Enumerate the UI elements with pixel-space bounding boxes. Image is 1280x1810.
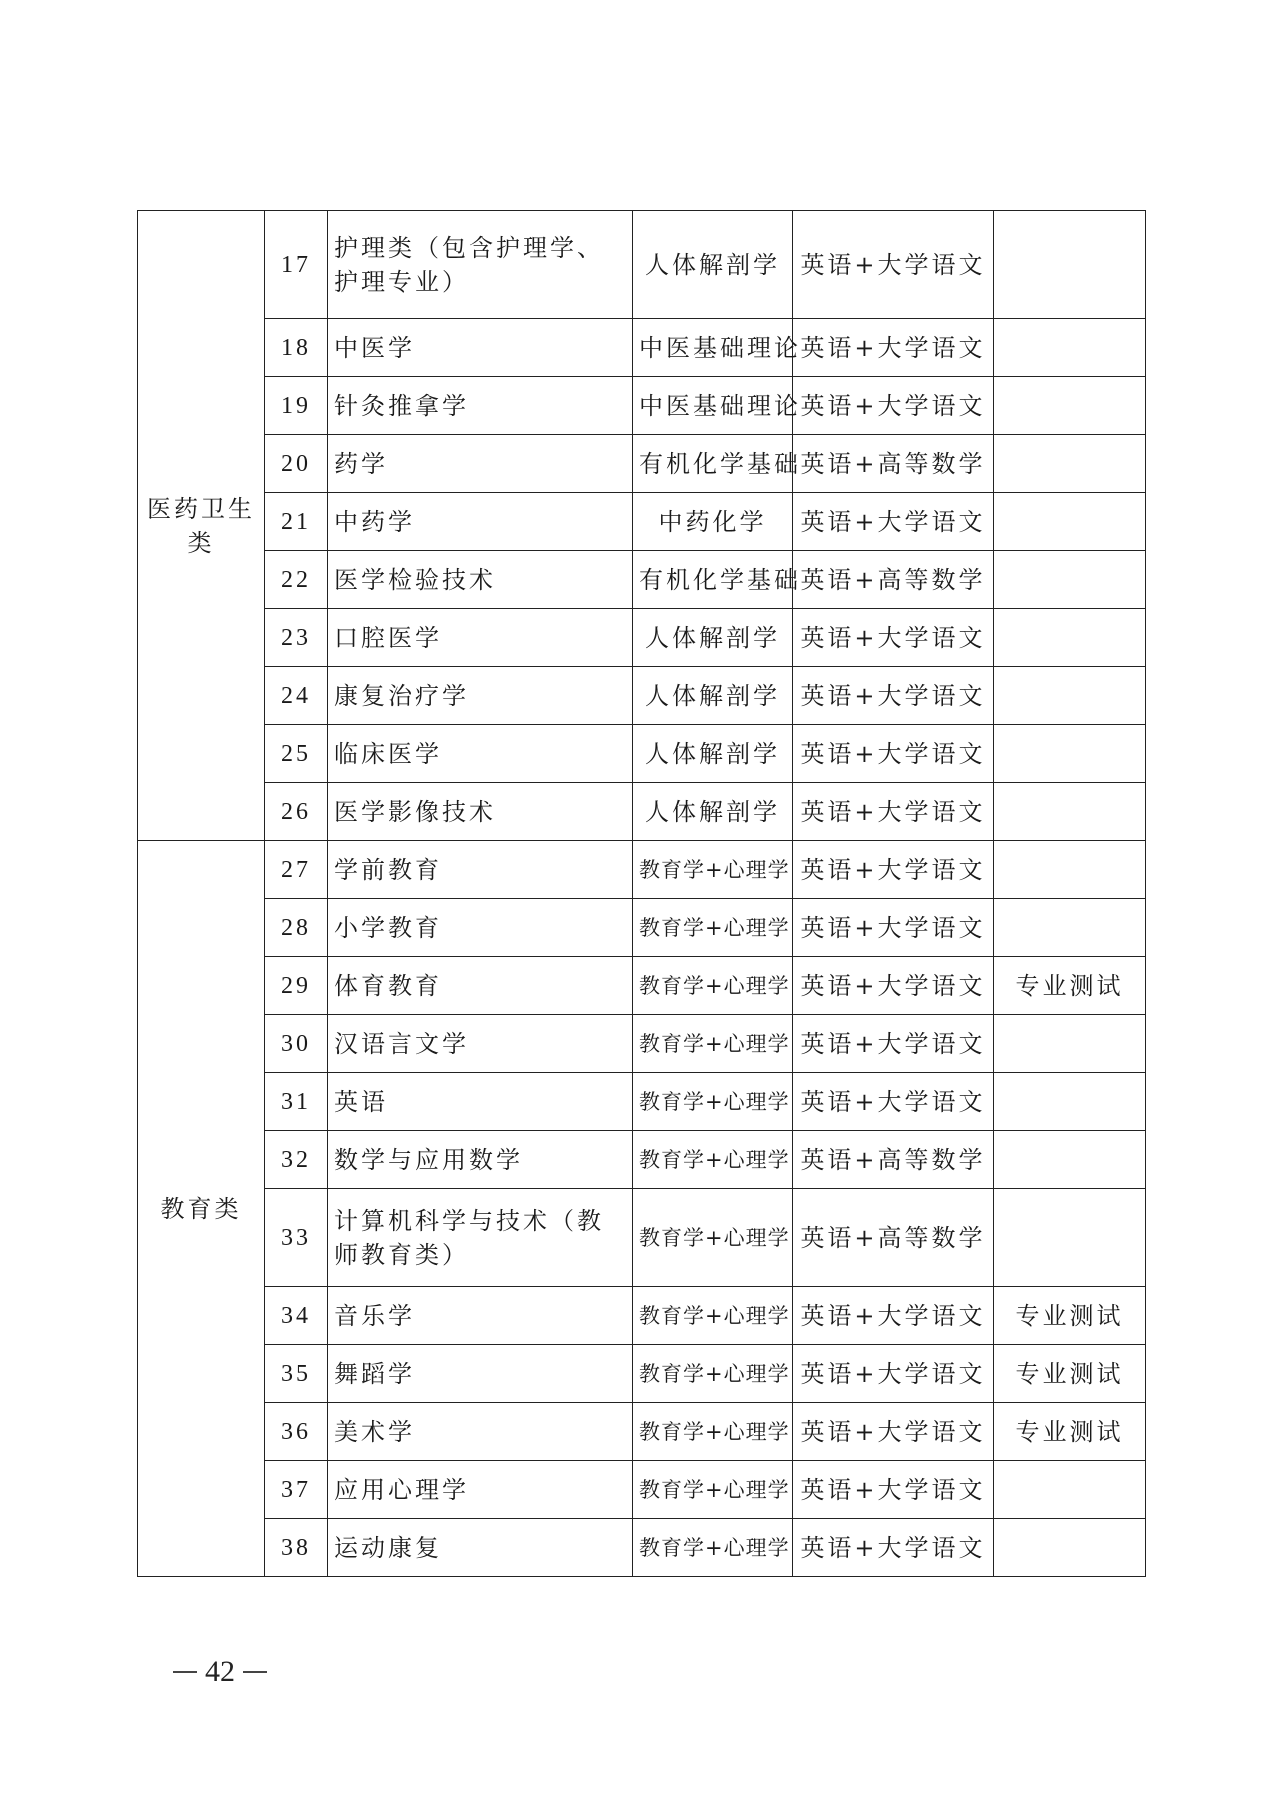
table-row <box>138 957 1146 1015</box>
row-number: 37 <box>265 1461 328 1519</box>
table-row <box>138 551 1146 609</box>
row-number: 25 <box>265 725 328 783</box>
row-number: 20 <box>265 435 328 493</box>
row-number: 24 <box>265 667 328 725</box>
subject-two: 英语+高等数学 <box>793 1131 994 1189</box>
subject-one: 教育学+心理学 <box>633 1345 793 1403</box>
major-name: 医学检验技术 <box>328 551 633 609</box>
remark <box>994 1015 1146 1073</box>
major-name: 小学教育 <box>328 899 633 957</box>
subject-one: 中医基础理论 <box>633 377 793 435</box>
subject-one: 教育学+心理学 <box>633 841 793 899</box>
subject-two: 英语+大学语文 <box>793 319 994 377</box>
major-name: 康复治疗学 <box>328 667 633 725</box>
remark <box>994 551 1146 609</box>
major-name: 学前教育 <box>328 841 633 899</box>
table-row <box>138 1189 1146 1287</box>
footer-dash-left <box>173 1671 197 1673</box>
major-name: 数学与应用数学 <box>328 1131 633 1189</box>
remark <box>994 319 1146 377</box>
major-name: 药学 <box>328 435 633 493</box>
subject-two: 英语+大学语文 <box>793 1403 994 1461</box>
remark <box>994 1461 1146 1519</box>
table-row <box>138 377 1146 435</box>
major-name: 护理类（包含护理学、护理专业） <box>328 211 633 319</box>
row-number: 36 <box>265 1403 328 1461</box>
footer-dash-right <box>243 1671 267 1673</box>
row-number: 35 <box>265 1345 328 1403</box>
subject-two: 英语+大学语文 <box>793 957 994 1015</box>
major-name: 中医学 <box>328 319 633 377</box>
subject-one: 教育学+心理学 <box>633 1519 793 1577</box>
table-row <box>138 319 1146 377</box>
subject-two: 英语+大学语文 <box>793 1287 994 1345</box>
major-name: 应用心理学 <box>328 1461 633 1519</box>
table-row <box>138 667 1146 725</box>
subject-one: 教育学+心理学 <box>633 1461 793 1519</box>
subject-one: 有机化学基础 <box>633 551 793 609</box>
subject-two: 英语+高等数学 <box>793 435 994 493</box>
remark <box>994 667 1146 725</box>
subject-one: 人体解剖学 <box>633 211 793 319</box>
subject-two: 英语+高等数学 <box>793 1189 994 1287</box>
row-number: 27 <box>265 841 328 899</box>
row-number: 21 <box>265 493 328 551</box>
major-name: 运动康复 <box>328 1519 633 1577</box>
row-number: 26 <box>265 783 328 841</box>
major-name: 美术学 <box>328 1403 633 1461</box>
table-row <box>138 609 1146 667</box>
major-name: 计算机科学与技术（教师教育类） <box>328 1189 633 1287</box>
row-number: 31 <box>265 1073 328 1131</box>
page-footer <box>165 1655 275 1689</box>
remark <box>994 609 1146 667</box>
remark: 专业测试 <box>994 957 1146 1015</box>
table-row <box>138 1345 1146 1403</box>
major-name: 音乐学 <box>328 1287 633 1345</box>
table-row <box>138 1131 1146 1189</box>
row-number: 18 <box>265 319 328 377</box>
major-name: 体育教育 <box>328 957 633 1015</box>
subject-one: 教育学+心理学 <box>633 1015 793 1073</box>
remark: 专业测试 <box>994 1345 1146 1403</box>
remark <box>994 493 1146 551</box>
subject-two: 英语+大学语文 <box>793 493 994 551</box>
major-name: 医学影像技术 <box>328 783 633 841</box>
subject-two: 英语+大学语文 <box>793 1073 994 1131</box>
subject-two: 英语+大学语文 <box>793 899 994 957</box>
table-row <box>138 211 1146 319</box>
row-number: 34 <box>265 1287 328 1345</box>
table-row <box>138 493 1146 551</box>
subject-two: 英语+高等数学 <box>793 551 994 609</box>
subject-two: 英语+大学语文 <box>793 1461 994 1519</box>
table-row <box>138 899 1146 957</box>
subject-one: 中药化学 <box>633 493 793 551</box>
remark: 专业测试 <box>994 1403 1146 1461</box>
remark: 专业测试 <box>994 1287 1146 1345</box>
subject-one: 教育学+心理学 <box>633 1131 793 1189</box>
remark <box>994 899 1146 957</box>
table-row <box>138 435 1146 493</box>
row-number: 29 <box>265 957 328 1015</box>
subject-one: 教育学+心理学 <box>633 1287 793 1345</box>
remark <box>994 1131 1146 1189</box>
exam-subjects-table <box>137 210 1146 1577</box>
page-number: 42 <box>205 1655 235 1688</box>
subject-two: 英语+大学语文 <box>793 783 994 841</box>
subject-one: 教育学+心理学 <box>633 1189 793 1287</box>
subject-two: 英语+大学语文 <box>793 211 994 319</box>
subject-two: 英语+大学语文 <box>793 667 994 725</box>
subject-one: 中医基础理论 <box>633 319 793 377</box>
remark <box>994 211 1146 319</box>
remark <box>994 725 1146 783</box>
remark <box>994 783 1146 841</box>
table-row <box>138 841 1146 899</box>
major-name: 英语 <box>328 1073 633 1131</box>
row-number: 17 <box>265 211 328 319</box>
subject-two: 英语+大学语文 <box>793 609 994 667</box>
subject-one: 有机化学基础 <box>633 435 793 493</box>
table-row <box>138 1015 1146 1073</box>
subject-one: 人体解剖学 <box>633 609 793 667</box>
subject-one: 人体解剖学 <box>633 667 793 725</box>
major-name: 口腔医学 <box>328 609 633 667</box>
major-name: 临床医学 <box>328 725 633 783</box>
subject-two: 英语+大学语文 <box>793 377 994 435</box>
table-row <box>138 1403 1146 1461</box>
row-number: 32 <box>265 1131 328 1189</box>
subject-two: 英语+大学语文 <box>793 725 994 783</box>
category-cell: 医药卫生类 <box>138 211 265 841</box>
row-number: 22 <box>265 551 328 609</box>
row-number: 38 <box>265 1519 328 1577</box>
table-row <box>138 1519 1146 1577</box>
subject-one: 教育学+心理学 <box>633 1403 793 1461</box>
remark <box>994 377 1146 435</box>
row-number: 23 <box>265 609 328 667</box>
subject-two: 英语+大学语文 <box>793 1015 994 1073</box>
remark <box>994 1073 1146 1131</box>
subject-one: 教育学+心理学 <box>633 957 793 1015</box>
table-row <box>138 1287 1146 1345</box>
remark <box>994 1189 1146 1287</box>
row-number: 33 <box>265 1189 328 1287</box>
table-row <box>138 1073 1146 1131</box>
row-number: 30 <box>265 1015 328 1073</box>
subject-two: 英语+大学语文 <box>793 841 994 899</box>
subject-one: 人体解剖学 <box>633 725 793 783</box>
remark <box>994 1519 1146 1577</box>
table-row <box>138 725 1146 783</box>
subject-one: 教育学+心理学 <box>633 899 793 957</box>
major-name: 舞蹈学 <box>328 1345 633 1403</box>
major-name: 中药学 <box>328 493 633 551</box>
subject-two: 英语+大学语文 <box>793 1519 994 1577</box>
remark <box>994 435 1146 493</box>
subject-one: 人体解剖学 <box>633 783 793 841</box>
major-name: 针灸推拿学 <box>328 377 633 435</box>
subject-one: 教育学+心理学 <box>633 1073 793 1131</box>
subject-two: 英语+大学语文 <box>793 1345 994 1403</box>
row-number: 28 <box>265 899 328 957</box>
major-name: 汉语言文学 <box>328 1015 633 1073</box>
category-cell: 教育类 <box>138 841 265 1577</box>
row-number: 19 <box>265 377 328 435</box>
table-row <box>138 1461 1146 1519</box>
table-row <box>138 783 1146 841</box>
remark <box>994 841 1146 899</box>
